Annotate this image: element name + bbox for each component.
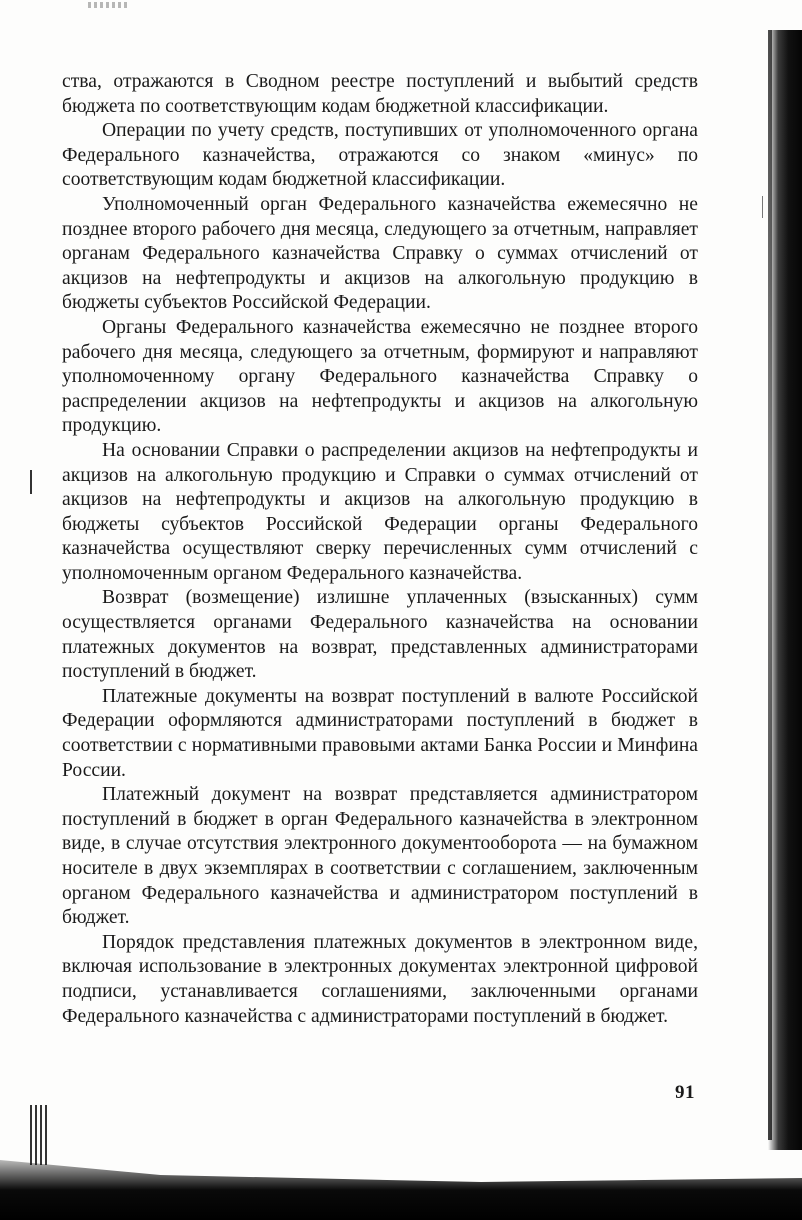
paragraph: Возврат (возмещение) излишне уплаченных (взысканных) сумм осуществляется органами Федерального казначейства на основании платежных документов на возврат, представленных администраторами поступлений в бюджет. [62,587,698,683]
page-edge-streak-right [768,30,772,1140]
paragraph: На основании Справки о распределении акцизов на нефтепродукты и акцизов на алкогольную продукцию и Справки о суммах отчислений от акцизов на нефтепродукты и акцизов на алкогольную продукцию в бюджеты субъектов Российской Федерации органы Федерального казначейства осуществляют сверку перечисленных сумм отчислений с уполномоченным органом Федерального казначейства. [62,439,698,584]
paragraph: Уполномоченный орган Федерального казначейства ежемесячно не позднее второго рабочего дня месяца, следующего за отчетным, направляет органам Федерального казначейства Справку о суммах отчислений от акцизов на нефтепродукты и акцизов на алкогольную продукцию в бюджеты субъектов Российской Федерации. [62,193,698,314]
paragraph: Органы Федерального казначейства ежемесячно не позднее второго рабочего дня месяца, следующего за отчетным, формируют и направляют уполномоченному органу Федерального казначейства Справку о распределении акцизов на нефтепродукты и акцизов на алкогольную продукцию. [62,316,698,437]
scan-artifact-right-tick [762,196,763,218]
page-edge-shadow-right [768,30,802,1150]
paragraph: Операции по учету средств, поступивших от уполномоченного органа Федерального казначейства, отражаются со знаком «минус» по соответствующим кодам бюджетной классификации. [62,120,698,191]
page-number: 91 [675,1082,695,1103]
scan-artifact-top [88,2,128,8]
scan-artifact-bottom-left [30,1105,50,1165]
page-edge-shadow-bottom [0,1120,802,1220]
paragraph: Платежные документы на возврат поступлений в валюте Российской Федерации оформляются администраторами поступлений в бюджет в соответствии с нормативными правовыми актами Банка России и Минфина России. [62,685,698,781]
document-body [62,70,698,1029]
paragraph: Порядок представления платежных документов в электронном виде, включая использование в электронных документах электронной цифровой подписи, устанавливается соглашениями, заключенными органами Федерального казначейства с администраторами поступлений в бюджет. [62,931,698,1027]
paragraph: Платежный документ на возврат представляется администратором поступлений в бюджет в орган Федерального казначейства в электронном виде, в случае отсутствия электронного документооборота — на бумажном носителе в двух экземплярах в соответствии с соглашением, заключенным органом Федерального казначейства и администратором поступлений в бюджет. [62,784,698,929]
paragraph: ства, отражаются в Сводном реестре поступлений и выбытий средств бюджета по соответствующим кодам бюджетной классификации. [62,71,698,117]
scan-artifact-left-mark [30,470,32,494]
